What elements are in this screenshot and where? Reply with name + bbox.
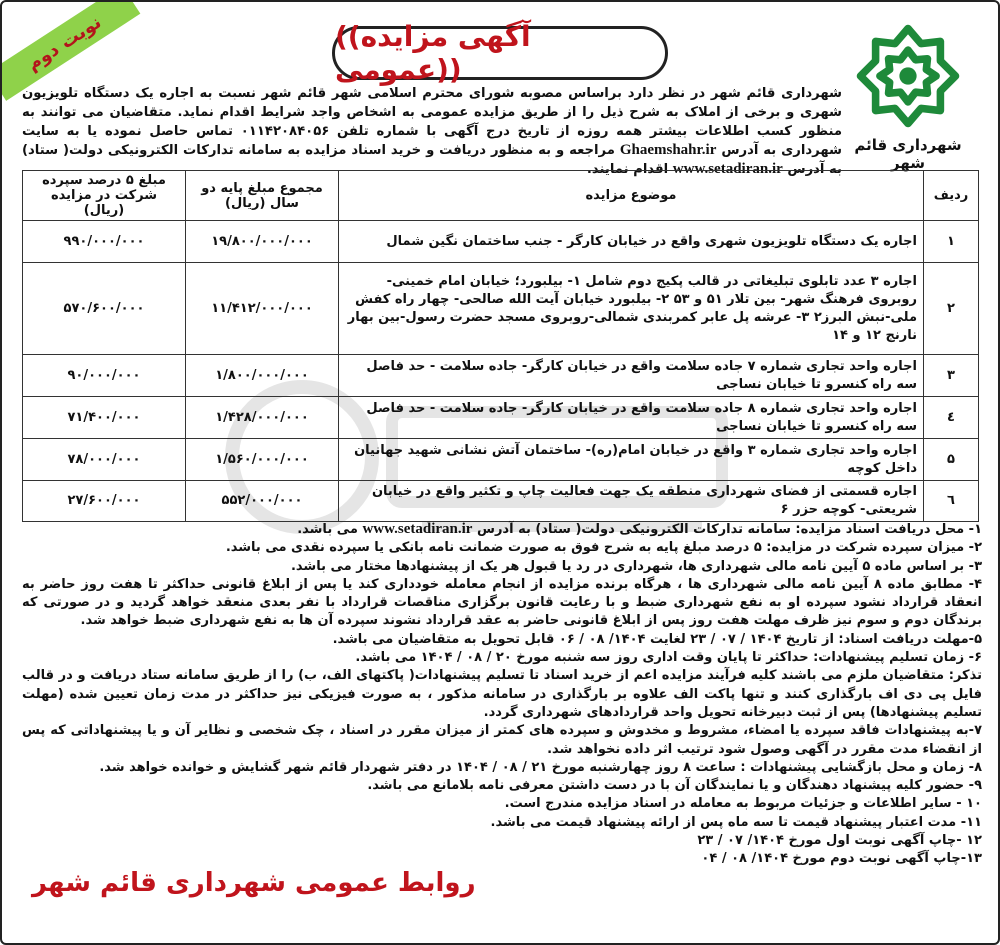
table-row xyxy=(23,481,979,522)
row-deposit: ۵۷۰/۶۰۰/۰۰۰ xyxy=(23,263,186,355)
header-subject: موضوع مزایده xyxy=(339,171,924,221)
table-row xyxy=(23,355,979,397)
row-subject: اجاره ۳ عدد تابلوی تبلیغاتی در قالب پکیج دوم شامل ۱- بیلبورد؛ خیابان امام خمینی- روبروی فرهنگ شهر- بین تلار ۵۱ و ۵۳ ۲- بیلبورد خیابان آیت الله صالحی- چهار راه کفش ملی-نبش البرز۲ ۳- عرشه پل عابر کمربندی شمالی-روبروی مسجد حضرت رسول-بین بهار نارنج ۱۲ و ۱۴ xyxy=(339,263,924,355)
term-item: ۱۱- مدت اعتبار پیشنهاد قیمت تا سه ماه پس از ارائه پیشنهاد قیمت می باشد. xyxy=(490,814,982,830)
row-number: ۲ xyxy=(924,263,979,355)
setad-link[interactable]: www.setadiran.ir xyxy=(362,521,473,537)
intro-paragraph xyxy=(22,84,842,179)
term-item: ۲- میزان سپرده شرکت در مزایده: ۵ درصد مبلغ پایه به شرح فوق به صورت ضمانت نامه بانکی یا سپرده نقدی می باشد. xyxy=(225,540,982,556)
table-row xyxy=(23,263,979,355)
row-base-price: ۵۵۲/۰۰۰/۰۰۰ xyxy=(186,481,339,522)
header-deposit: مبلغ ۵ درصد سپرده شرکت در مزایده (ریال) xyxy=(23,171,186,221)
row-number: ٤ xyxy=(924,397,979,439)
public-relations-signature: روابط عمومی شهرداری قائم شهر xyxy=(32,868,476,898)
row-deposit: ۹۹۰/۰۰۰/۰۰۰ xyxy=(23,221,186,263)
row-number: ۳ xyxy=(924,355,979,397)
row-subject: اجاره واحد تجاری شماره ۸ جاده سلامت واقع در خیابان کارگر- جاده سلامت - حد فاصل سه راه کنسرو تا خیابان نساجی xyxy=(339,397,924,439)
table-header-row xyxy=(23,171,979,221)
table-row xyxy=(23,397,979,439)
term-item: ۱۰ - سایر اطلاعات و جزئیات مربوط به معامله در اسناد مزایده مندرج است. xyxy=(504,796,982,812)
terms-list xyxy=(22,520,982,869)
round-badge: نوبت دوم xyxy=(0,0,140,101)
logo-caption: شهرداری قائم شهر xyxy=(854,136,962,172)
term-item: ۱۲ -چاپ آگهی نوبت اول مورخ ۱۴۰۴/ ۰۷ / ۲۳ xyxy=(697,833,982,849)
term-item: ۳- بر اساس ماده ۵ آیین نامه مالی شهرداری ها، شهرداری در رد یا قبول هر یک از پیشنهادها مختار می باشد. xyxy=(290,558,982,574)
row-subject: اجاره یک دستگاه تلویزیون شهری واقع در خیابان کارگر - جنب ساختمان نگین شمال xyxy=(339,221,924,263)
term-item: ۷-به پیشنهادات فاقد سپرده یا امضاء، مشروط و مخدوش و سپرده های کمتر از میزان مقرر در اسناد ، چک شخصی و نظایر آن و یا پیشنهاداتی که پس از انقضاء مدت مقرر در آگهی وصول شود ترتیب اثر داده نخواهد شد. xyxy=(22,723,982,757)
term-item: ۸- زمان و محل بازگشایی پیشنهادات : ساعت ۸ روز چهارشنبه مورخ ۲۱ / ۰۸ / ۱۴۰۴ در دفتر شهردار قائم شهر گشایش و خوانده خواهد شد. xyxy=(99,759,982,775)
term-item: ۴- مطابق ماده ۸ آیین نامه مالی شهرداری ها ، هرگاه برنده مزایده از انجام معامله خودداری کند یا پس از ابلاغ قانونی حداکثر تا هفت روز حاضر به انعقاد قرارداد نشود سپرده او به نفع شهرداری ضبط و با رعایت قانون برگزاری مناقصات قرارداد با نفر بعدی منعقد خواهد گردید و در صورتی که برندگان دوم و سوم نیز ظرف مهلت هفت روز پس از ابلاغ قانونی حاضر به عقد قرارداد نشوند سپرده آن ها به نفع شهرداری ضبط خواهد شد. xyxy=(22,576,982,629)
header-base-price: مجموع مبلغ پایه دو سال (ریال) xyxy=(186,171,339,221)
row-subject: اجاره قسمتی از فضای شهرداری منطقه یک جهت فعالیت چاپ و تکثیر واقع در خیابان شریعتی- کوچه حزر ۶ xyxy=(339,481,924,522)
row-subject: اجاره واحد تجاری شماره ۷ جاده سلامت واقع در خیابان کارگر- جاده سلامت - حد فاصل سه راه کنسرو تا خیابان نساجی xyxy=(339,355,924,397)
website-link[interactable]: Ghaemshahr.ir xyxy=(619,142,717,158)
row-deposit: ۷۱/۴۰۰/۰۰۰ xyxy=(23,397,186,439)
row-deposit: ۷۸/۰۰۰/۰۰۰ xyxy=(23,439,186,481)
term-item: ۹- حضور کلیه پیشنهاد دهندگان و یا نمایندگان آن با در دست داشتن معرفی نامه بلامانع می باشد. xyxy=(367,778,982,794)
intro-text: شهرداری قائم شهر در نظر دارد براساس مصوبه شورای محترم اسلامی شهر قائم شهر نسبت به اجاره یک دستگاه تلویزیون شهری و برخی از املاک به شرح ذیل را از طریق مزایده عمومی به اشخاص واجد شرایط اقدام نماید. متقاضیان می توانند به منظور کسب اطلاعات بیشتر همه روزه از تاریخ درج آگهی با شماره تلفن ۰۱۱۴۲۰۸۴۰۵۶ تماس حاصل نموده یا به سایت شهرداری به آدرس xyxy=(22,86,843,158)
header-row-number: ردیف xyxy=(924,171,979,221)
term-item xyxy=(22,520,982,539)
row-base-price: ۱/۸۰۰/۰۰۰/۰۰۰ xyxy=(186,355,339,397)
table-row xyxy=(23,221,979,263)
term-1-end: می باشد. xyxy=(297,522,358,537)
intro-text-end: اقدام نمایند. xyxy=(586,162,669,177)
row-number: ٦ xyxy=(924,481,979,522)
term-item: ۱۳-چاپ آگهی نوبت دوم مورخ ۱۴۰۴/ ۰۸ / ۰۴ xyxy=(701,851,982,867)
row-subject: اجاره واحد تجاری شماره ۳ واقع در خیابان امام(ره)- ساختمان آتش نشانی شهید جهانیان داخل کوچه xyxy=(339,439,924,481)
term-note: تذکر: متقاضیان ملزم می باشند کلیه فرآیند مزایده اعم از خرید اسناد تا تسلیم پیشنهادات( پاکتهای الف، ب) را از طریق سامانه ستاد دریافت و در قالب فایل پی دی اف بارگذاری کنند و تنها پاکت الف علاوه بر بارگذاری در سامانه مذکور ، به صورت فیزیکی نیز حداکثر در مدت زمان تعیین شده (مهلت تسلیم پیشنهادها) پس از ثبت دبیرخانه تحویل واحد قراردادهای شهرداری گردد. xyxy=(22,668,982,720)
term-item: ۵-مهلت دریافت اسناد: از تاریخ ۱۴۰۴ / ۰۷ / ۲۳ لغایت ۱۴۰۴/ ۰۸ / ۰۶ قابل تحویل به متقاضیان می باشد. xyxy=(332,631,982,647)
row-base-price: ۱۱/۴۱۲/۰۰۰/۰۰۰ xyxy=(186,263,339,355)
row-base-price: ۱۹/۸۰۰/۰۰۰/۰۰۰ xyxy=(186,221,339,263)
municipality-logo xyxy=(838,22,978,172)
intro-text-middle: مراجعه و به منظور دریافت و خرید اسناد مزایده به سامانه تدارکات الکترونیکی دولت( ستاد) به آدرس xyxy=(22,143,842,177)
row-number: ۵ xyxy=(924,439,979,481)
setad-link[interactable]: www.setadiran.ir xyxy=(672,161,783,177)
term-item: ۶- زمان تسلیم پیشنهادات: حداکثر تا پایان وقت اداری روز سه شنبه مورخ ۲۰ / ۰۸ / ۱۴۰۴ می باشد. xyxy=(355,650,982,666)
row-base-price: ۱/۵۶۰/۰۰۰/۰۰۰ xyxy=(186,439,339,481)
row-deposit: ۲۷/۶۰۰/۰۰۰ xyxy=(23,481,186,522)
row-number: ۱ xyxy=(924,221,979,263)
row-base-price: ۱/۴۲۸/۰۰۰/۰۰۰ xyxy=(186,397,339,439)
notice-headline: ((آگهی مزایده عمومی)) xyxy=(332,26,668,80)
term-1-text: ۱- محل دریافت اسناد مزایده: سامانه تدارکات الکترونیکی دولت( ستاد) به آدرس xyxy=(477,522,982,537)
municipality-emblem-icon xyxy=(854,22,962,130)
table-row xyxy=(23,439,979,481)
auction-items-table xyxy=(22,170,979,522)
row-deposit: ۹۰/۰۰۰/۰۰۰ xyxy=(23,355,186,397)
